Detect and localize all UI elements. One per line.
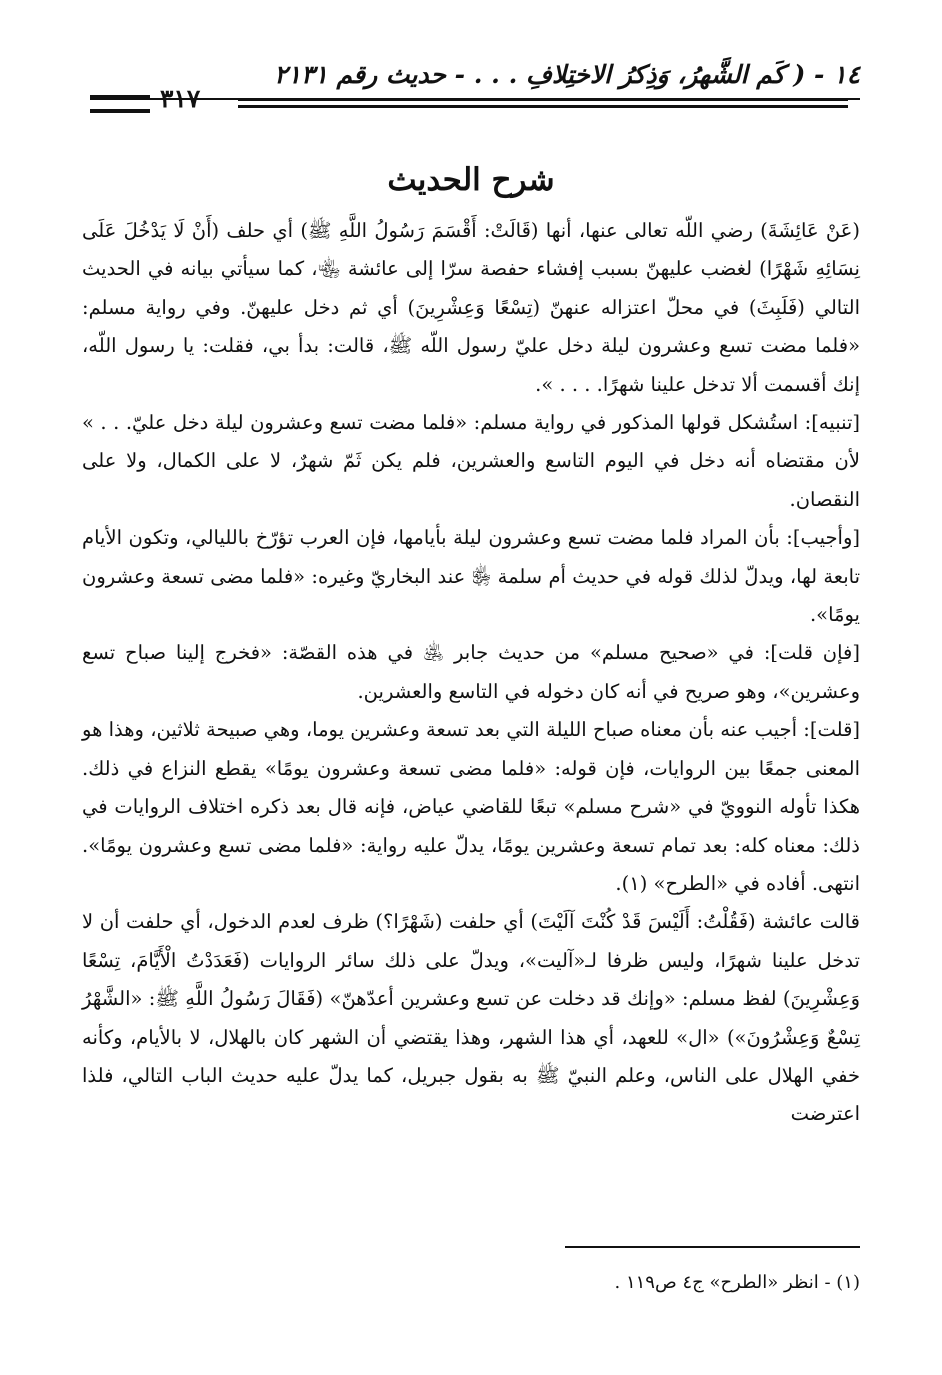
footnote: (١) - انظر «الطرح» ج٤ ص١١٩ . (614, 1272, 860, 1293)
paragraph-5: [قلت]: أجيب عنه بأن معناه صباح الليلة التي بعد تسعة وعشرين يوما، وهي صبيحة ثلاثين، وهذا هو المعنى جمعًا بين الروايات، فإن قوله: «فلما مضى تسعة وعشرون يومًا» يقطع النزاع في ذلك. هكذا تأوله النوويّ في «شرح مسلم» تبعًا للقاضي عياض، فإنه قال بعد ذكره اختلاف الروايات في ذلك: معناه كله: بعد تمام تسعة وعشرين يومًا، يدلّ عليه رواية: «فلما مضى تسع وعشرون يومًا». انتهى. أفاده في «الطرح» (١). (82, 718, 860, 895)
paragraph-2: [تنبيه]: استُشكل قولها المذكور في رواية مسلم: «فلما مضت تسع وعشرون ليلة دخل عليّ. . . » لأن مقتضاه أنه دخل في اليوم التاسع والعشرين، فلم يكن ثَمّ شهرٌ، لا على الكمال، ولا على النقصان. (82, 411, 860, 511)
section-title: شرح الحديث (387, 162, 555, 198)
paragraph-4: [فإن قلت]: في «صحيح مسلم» من حديث جابر ﵁ في هذه القصّة: «فخرج إلينا صباح تسع وعشرين»، وهو صريح في أنه كان دخوله في التاسع والعشرين. (82, 641, 860, 703)
running-head: ١٤ - ( كَم الشَّهرُ، وَذِكرُ الاختِلافِ . . . - حديث رقم ٢١٣١ (274, 60, 860, 89)
page-header (90, 58, 860, 102)
paragraph-1: (عَنْ عَائِشَةَ) رضي اللّه تعالى عنها، أنها (قَالَتْ: أَقْسَمَ رَسُولُ اللَّهِ ﷺ) أي حلف (أَنْ لَا يَدْخُلَ عَلَى نِسَائِهِ شَهْرًا) لغضب عليهنّ بسبب إفشاء حفصة سرّا إلى عائشة ﵄، كما سيأتي بيانه في الحديث التالي (فَلَبِثَ) في محلّ اعتزاله عنهنّ (تِسْعًا وَعِشْرِينَ) أي ثم دخل عليهنّ. وفي رواية مسلم: «فلما مضت تسع وعشرون ليلة دخل عليّ رسول اللّه ﷺ، قالت: بدأ بي، فقلت: يا رسول اللّه، إنك أقسمت ألا تدخل علينا شهرًا. . . . ». (82, 219, 860, 396)
paragraph-6: قالت عائشة (فَقُلْتُ: أَلَيْسَ قَدْ كُنْتَ آلَيْتَ) أي حلفت (شَهْرًا؟) ظرف لعدم الدخول، أي حلفت أن لا تدخل علينا شهرًا، وليس ظرفا لـ«آليت»، ويدلّ على ذلك سائر الروايات (فَعَدَدْتُ الْأَيَّامَ، تِسْعًا وَعِشْرِينَ) لفظ مسلم: «وإنك قد دخلت عن تسع وعشرين أعدّهنّ» (فَقَالَ رَسُولُ اللَّهِ ﷺ: «الشَّهْرُ تِسْعٌ وَعِشْرُونَ») «ال» للعهد، أي هذا الشهر، وهذا يقتضي أن الشهر كان بالهلال، لا بالأيام، وكأنه خفي الهلال على الناس، وعلم النبيّ ﷺ به بقول جبريل، كما يدلّ عليه حديث الباب التالي، فلذا اعترضت (82, 910, 860, 1126)
header-double-rule-left (90, 95, 150, 113)
header-double-rule-right (238, 98, 848, 108)
page-number: ٣١٧ (160, 84, 201, 113)
commentary-body (82, 212, 860, 1134)
paragraph-3: [وأجيب]: بأن المراد فلما مضت تسع وعشرون ليلة بأيامها، فإن العرب تؤرّخ بالليالي، وتكون الأيام تابعة لها، ويدلّ لذلك قوله في حديث أم سلمة ﵂ عند البخاريّ وغيره: «فلما مضى تسعة وعشرون يومًا». (82, 526, 860, 627)
footnote-rule (565, 1246, 860, 1248)
